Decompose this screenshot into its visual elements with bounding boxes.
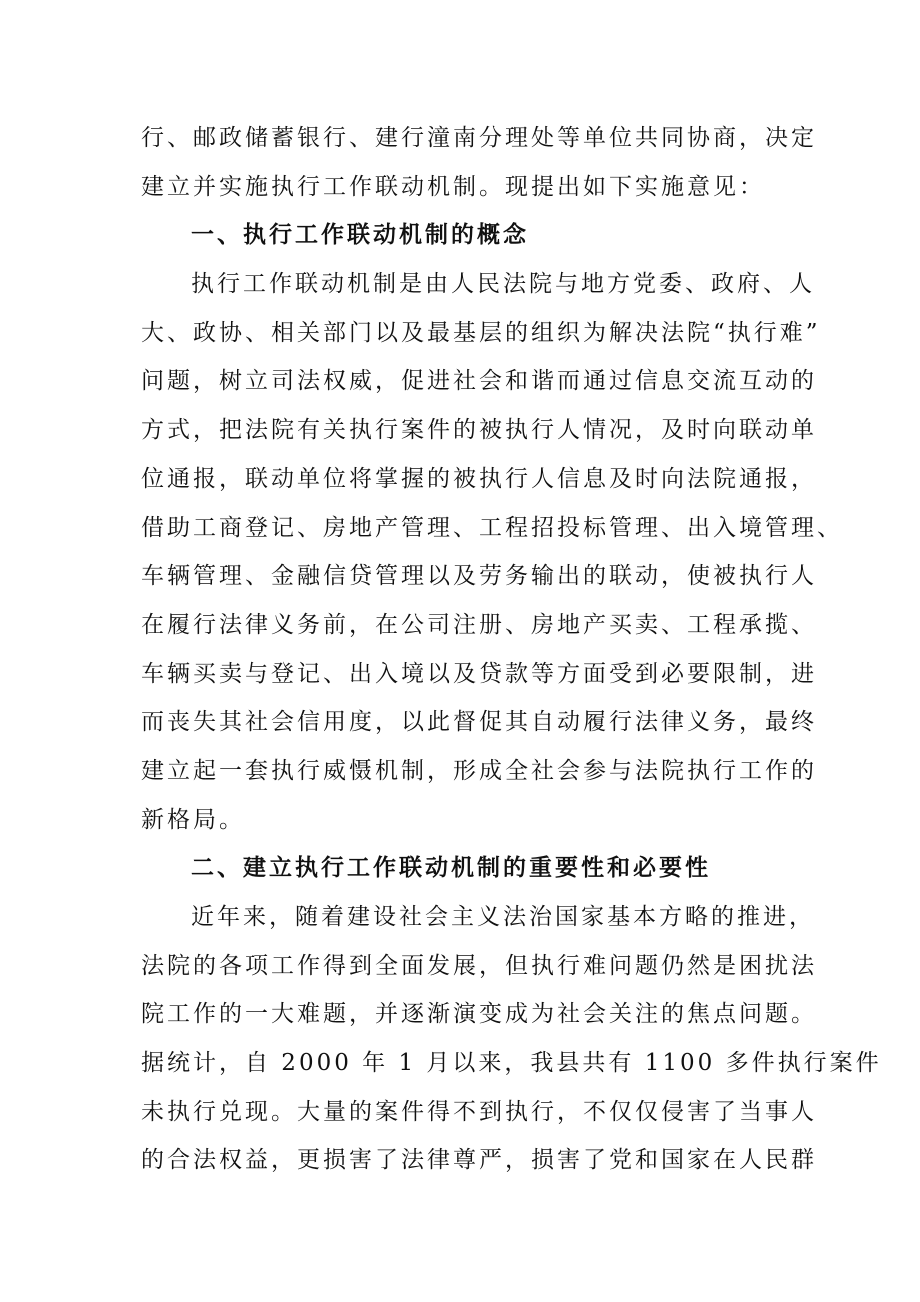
body-line: 车辆买卖与登记、出入境以及贷款等方面受到必要限制，进	[141, 660, 817, 687]
body-line: 行、邮政储蓄银行、建行潼南分理处等单位共同协商，决定	[141, 125, 817, 151]
body-line: 而丧失其社会信用度，以此督促其自动履行法律义务，最终	[141, 709, 817, 736]
body-line: 在履行法律义务前，在公司注册、房地产买卖、工程承揽、	[141, 611, 817, 638]
body-line: 据统计，自 2000 年 1 月以来，我县共有 1100 多件执行案件	[141, 1050, 882, 1077]
section-heading-1: 一、执行工作联动机制的概念	[191, 222, 529, 249]
document-body	[141, 114, 882, 1185]
body-line: 建立起一套执行威慑机制，形成全社会参与法院执行工作的	[141, 757, 817, 784]
body-line: 院工作的一大难题，并逐渐演变成为社会关注的焦点问题。	[141, 1001, 817, 1028]
paragraph-first-line: 执行工作联动机制是由人民法院与地方党委、政府、人	[191, 271, 815, 298]
body-line: 大、政协、相关部门以及最基层的组织为解决法院“执行难”	[141, 319, 821, 346]
body-line: 的合法权益，更损害了法律尊严，损害了党和国家在人民群	[141, 1147, 817, 1174]
body-line: 车辆管理、金融信贷管理以及劳务输出的联动，使被执行人	[141, 563, 817, 590]
paragraph-first-line: 近年来，随着建设社会主义法治国家基本方略的推进，	[191, 904, 815, 930]
body-line: 问题，树立司法权威，促进社会和谐而通过信息交流互动的	[141, 368, 817, 395]
body-line: 新格局。	[141, 806, 245, 833]
body-line: 未执行兑现。大量的案件得不到执行，不仅仅侵害了当事人	[141, 1098, 817, 1125]
body-line: 借助工商登记、房地产管理、工程招投标管理、出入境管理、	[141, 514, 843, 541]
body-line: 位通报，联动单位将掌握的被执行人信息及时向法院通报，	[141, 465, 817, 492]
body-line: 法院的各项工作得到全面发展，但执行难问题仍然是困扰法	[141, 952, 817, 979]
section-heading-2: 二、建立执行工作联动机制的重要性和必要性	[191, 855, 711, 882]
body-line: 方式，把法院有关执行案件的被执行人情况，及时向联动单	[141, 417, 817, 444]
body-line: 建立并实施执行工作联动机制。现提出如下实施意见：	[141, 173, 765, 200]
